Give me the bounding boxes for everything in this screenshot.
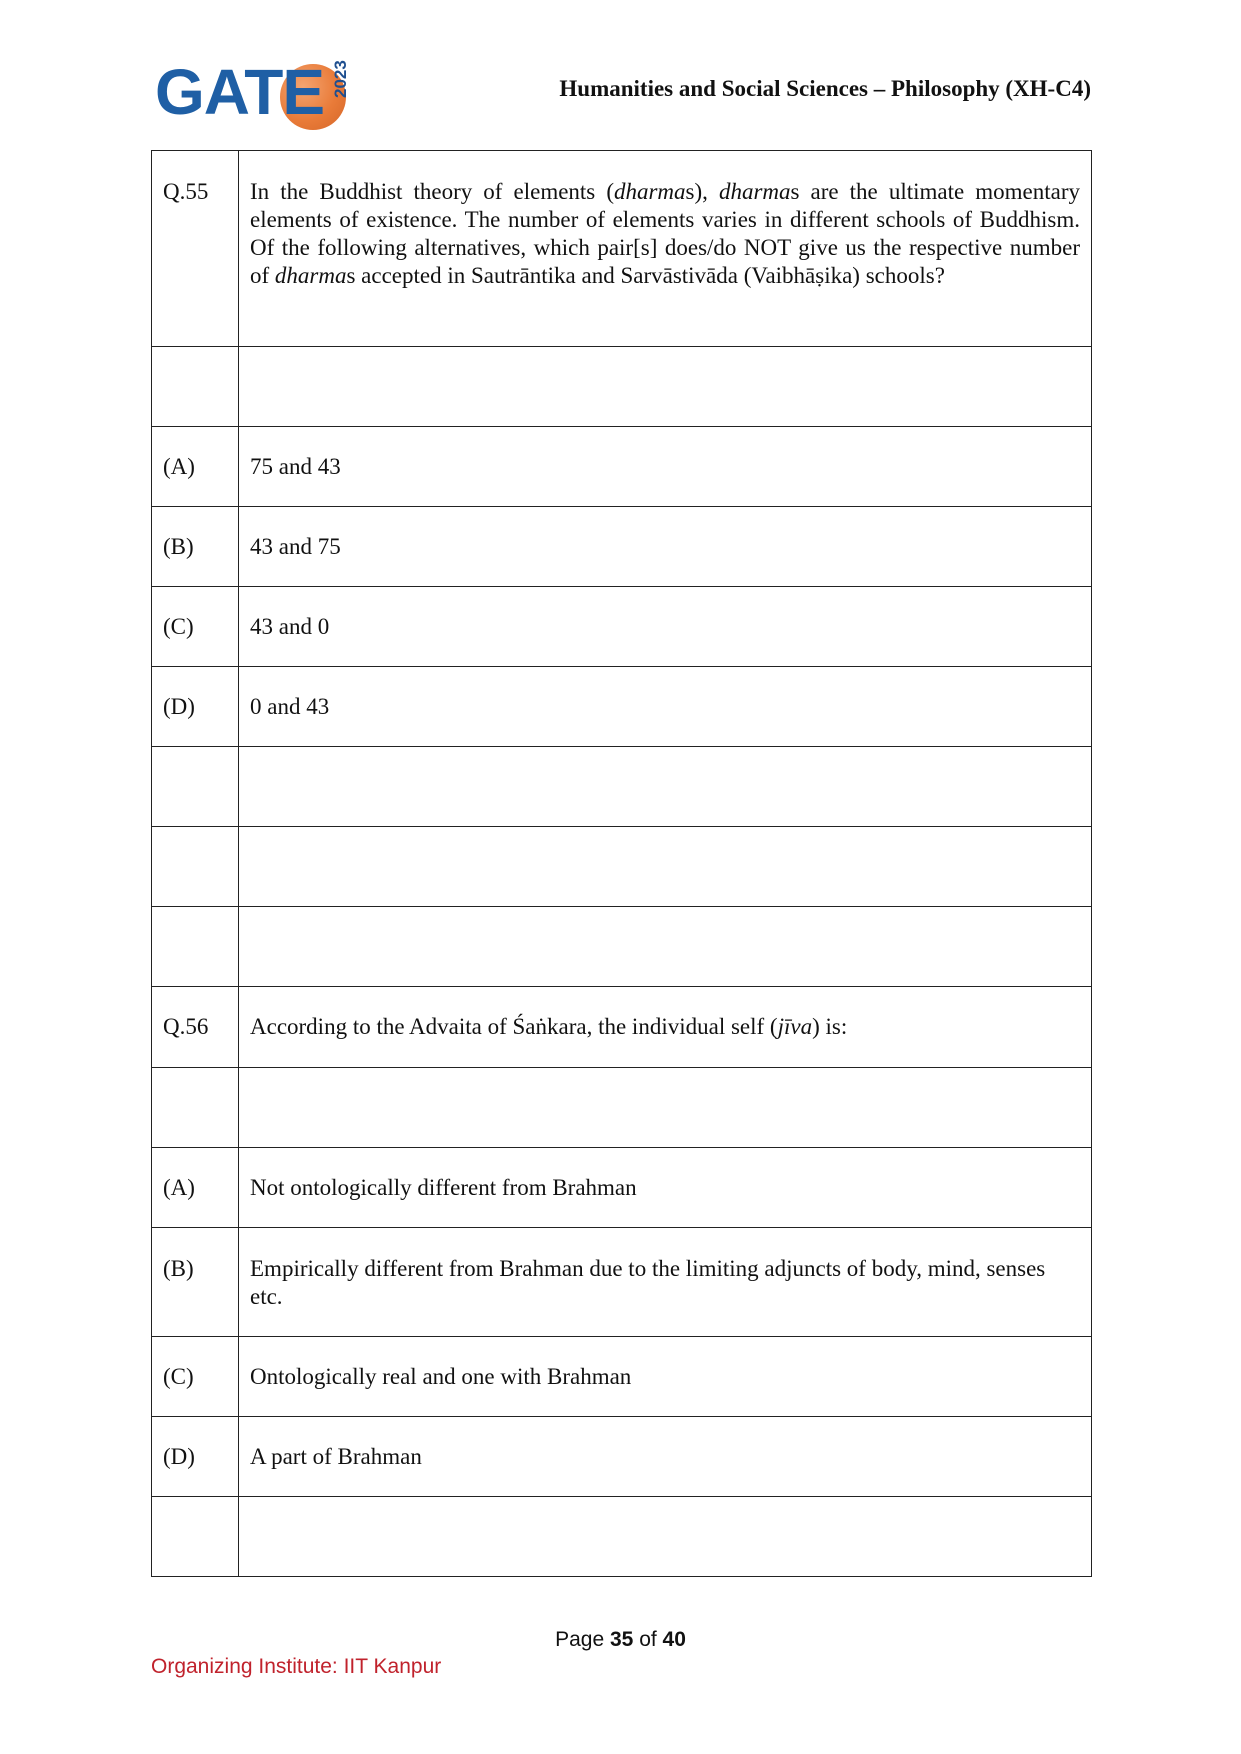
option-text: 0 and 43 [239,667,1092,747]
option-text: 43 and 0 [239,587,1092,667]
option-label: (C) [152,587,239,667]
empty-row [152,1497,1092,1577]
organizer-text: Organizing Institute: IIT Kanpur [151,1655,442,1678]
empty-row [152,907,1092,987]
option-row [152,587,1092,667]
option-label: (B) [152,507,239,587]
option-label: (A) [152,1148,239,1228]
question-row [152,987,1092,1068]
option-row [152,1148,1092,1228]
option-label: (B) [152,1228,239,1337]
gate-logo [155,58,355,138]
option-row [152,507,1092,587]
question-number: Q.55 [152,151,239,347]
empty-row [152,1068,1092,1148]
option-text: A part of Brahman [239,1417,1092,1497]
question-text: According to the Advaita of Śaṅkara, the individual self (jīva) is: [239,987,1092,1068]
option-label: (A) [152,427,239,507]
question-number: Q.56 [152,987,239,1068]
empty-row [152,827,1092,907]
option-text: Not ontologically different from Brahman [239,1148,1092,1228]
option-row [152,427,1092,507]
page-number: Page 35 of 40 [555,1628,686,1651]
option-label: (C) [152,1337,239,1417]
option-row [152,1228,1092,1337]
question-row [152,151,1092,347]
logo-text: GATE [155,56,325,128]
question-text: In the Buddhist theory of elements (dharmas), dharmas are the ultimate momentary elements of existence. The number of elements varies in different schools of Buddhism. Of the following alternatives, which pair[s] does/do NOT give us the respective number of dharmas accepted in Sautrāntika and Sarvāstivāda (Vaibhāṣika) schools? [239,151,1092,347]
option-text: 75 and 43 [239,427,1092,507]
option-label: (D) [152,667,239,747]
option-row [152,667,1092,747]
option-row [152,1337,1092,1417]
option-text: Empirically different from Brahman due to the limiting adjuncts of body, mind, senses etc. [239,1228,1092,1337]
page-title: Humanities and Social Sciences – Philosophy (XH-C4) [559,76,1091,101]
option-text: Ontologically real and one with Brahman [239,1337,1092,1417]
option-label: (D) [152,1417,239,1497]
empty-row [152,747,1092,827]
option-row [152,1417,1092,1497]
empty-row [152,347,1092,427]
logo-year: 2023 [331,60,350,98]
option-text: 43 and 75 [239,507,1092,587]
question-table [151,150,1092,1577]
